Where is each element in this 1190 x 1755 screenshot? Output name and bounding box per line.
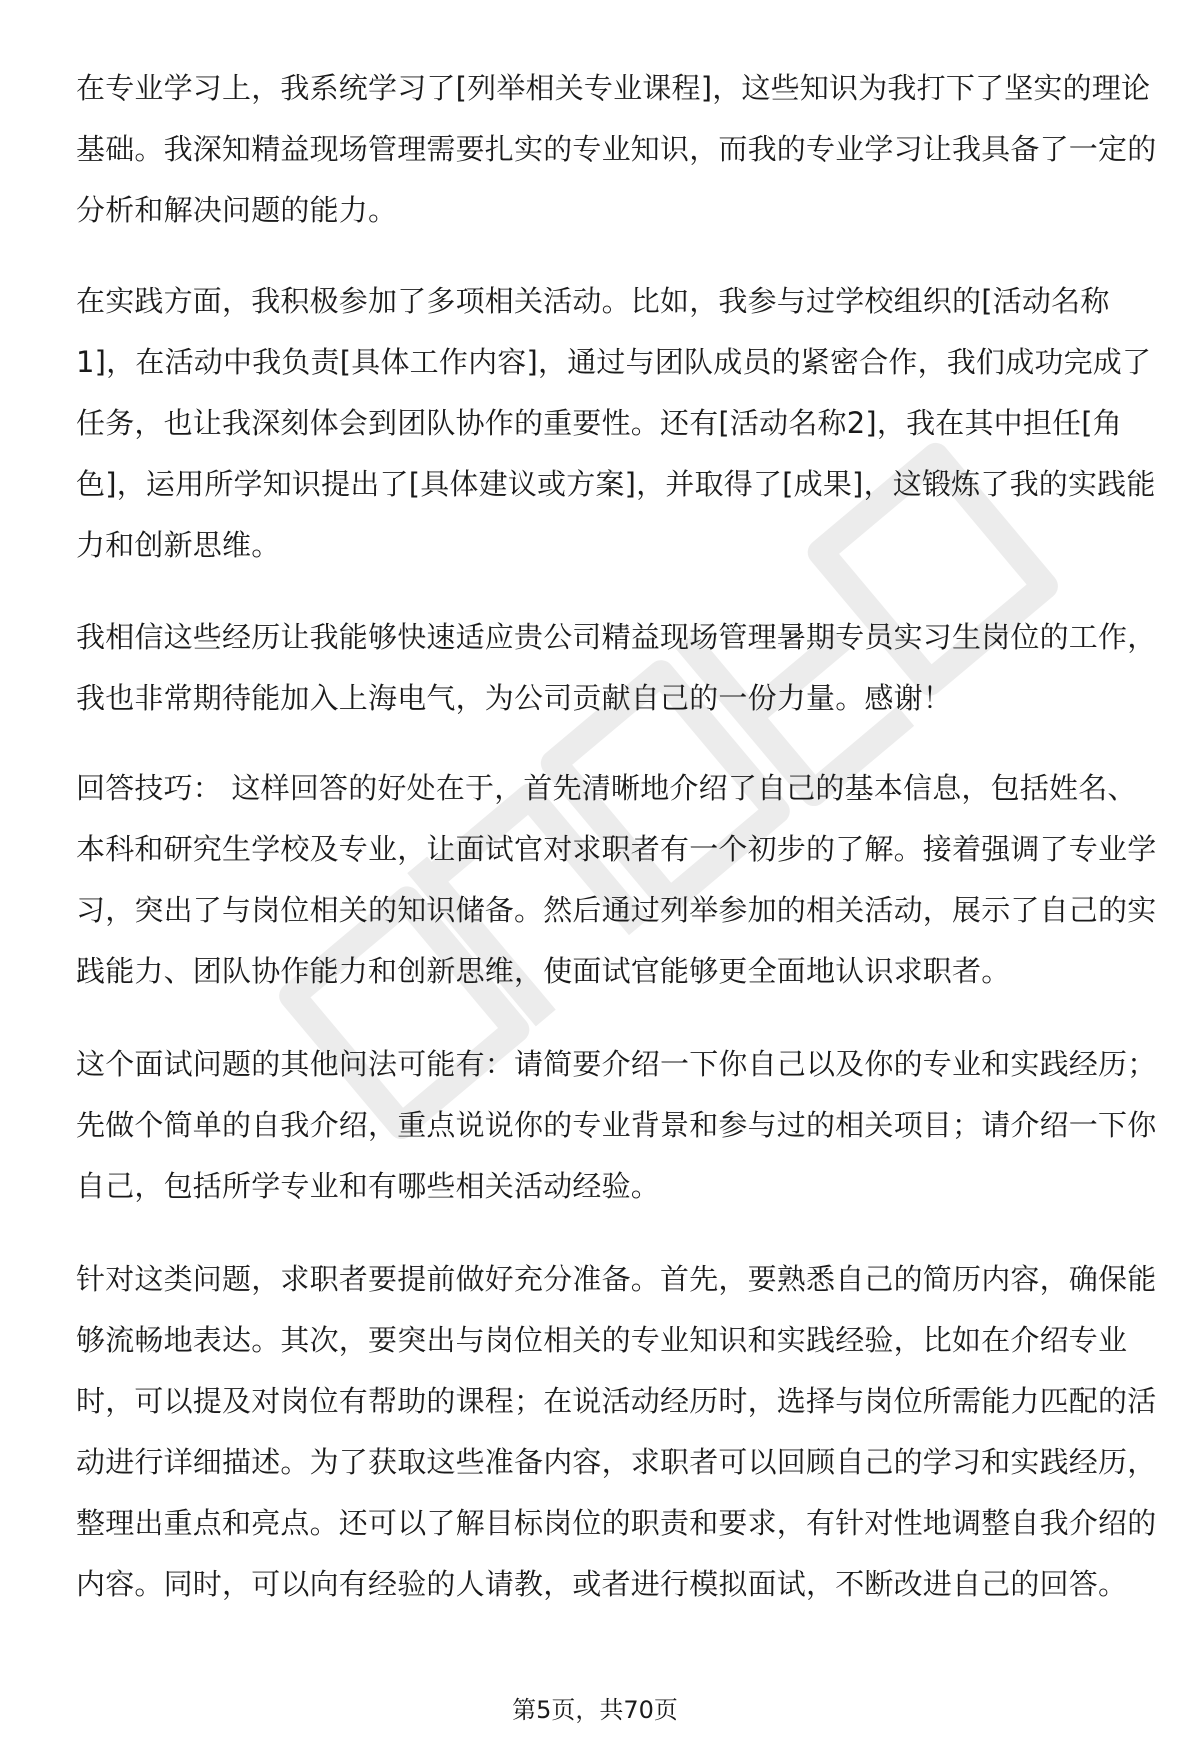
paragraph-practice-experience: 在实践方面，我积极参加了多项相关活动。比如，我参与过学校组织的[活动名称1]，在活动中我负责[具体工作内容]，通过与团队成员的紧密合作，我们成功完成了任务，也让我深刻体会到团队协作的重要性。还有[活动名称2]，我在其中担任[角色]，运用所学知识提出了[具体建议或方案]，并取得了[成果]，这锻炼了我的实践能力和创新思维。 [76, 284, 1156, 562]
paragraph-answer-tips: 回答技巧： 这样回答的好处在于，首先清晰地介绍了自己的基本信息，包括姓名、本科和研究生学校及专业，让面试官对求职者有一个初步的了解。接着强调了专业学习，突出了与岗位相关的知识储备。然后通过列举参加的相关活动，展示了自己的实践能力、团队协作能力和创新思维，使面试官能够更全面地认识求职者。 [76, 771, 1157, 988]
page-number: 第5页，共70页 [512, 1696, 678, 1724]
paragraph-closing-statement: 我相信这些经历让我能够快速适应贵公司精益现场管理暑期专员实习生岗位的工作，我也非常期待能加入上海电气，为公司贡献自己的一份力量。感谢！ [76, 620, 1157, 715]
paragraph-professional-study: 在专业学习上，我系统学习了[列举相关专业课程]，这些知识为我打下了坚实的理论基础。我深知精益现场管理需要扎实的专业知识，而我的专业学习让我具备了一定的分析和解决问题的能力。 [76, 71, 1157, 227]
paragraph-preparation-advice: 针对这类问题，求职者要提前做好充分准备。首先，要熟悉自己的简历内容，确保能够流畅地表达。其次，要突出与岗位相关的专业知识和实践经验，比如在介绍专业时，可以提及对岗位有帮助的课程；在说活动经历时，选择与岗位所需能力匹配的活动进行详细描述。为了获取这些准备内容，求职者可以回顾自己的学习和实践经历，整理出重点和亮点。还可以了解目标岗位的职责和要求，有针对性地调整自我介绍的内容。同时，可以向有经验的人请教，或者进行模拟面试，不断改进自己的回答。 [76, 1262, 1157, 1601]
paragraph-alternative-questions: 这个面试问题的其他问法可能有：请简要介绍一下你自己以及你的专业和实践经历；先做个简单的自我介绍，重点说说你的专业背景和参与过的相关项目；请介绍一下你自己，包括所学专业和有哪些相关活动经验。 [76, 1047, 1157, 1203]
